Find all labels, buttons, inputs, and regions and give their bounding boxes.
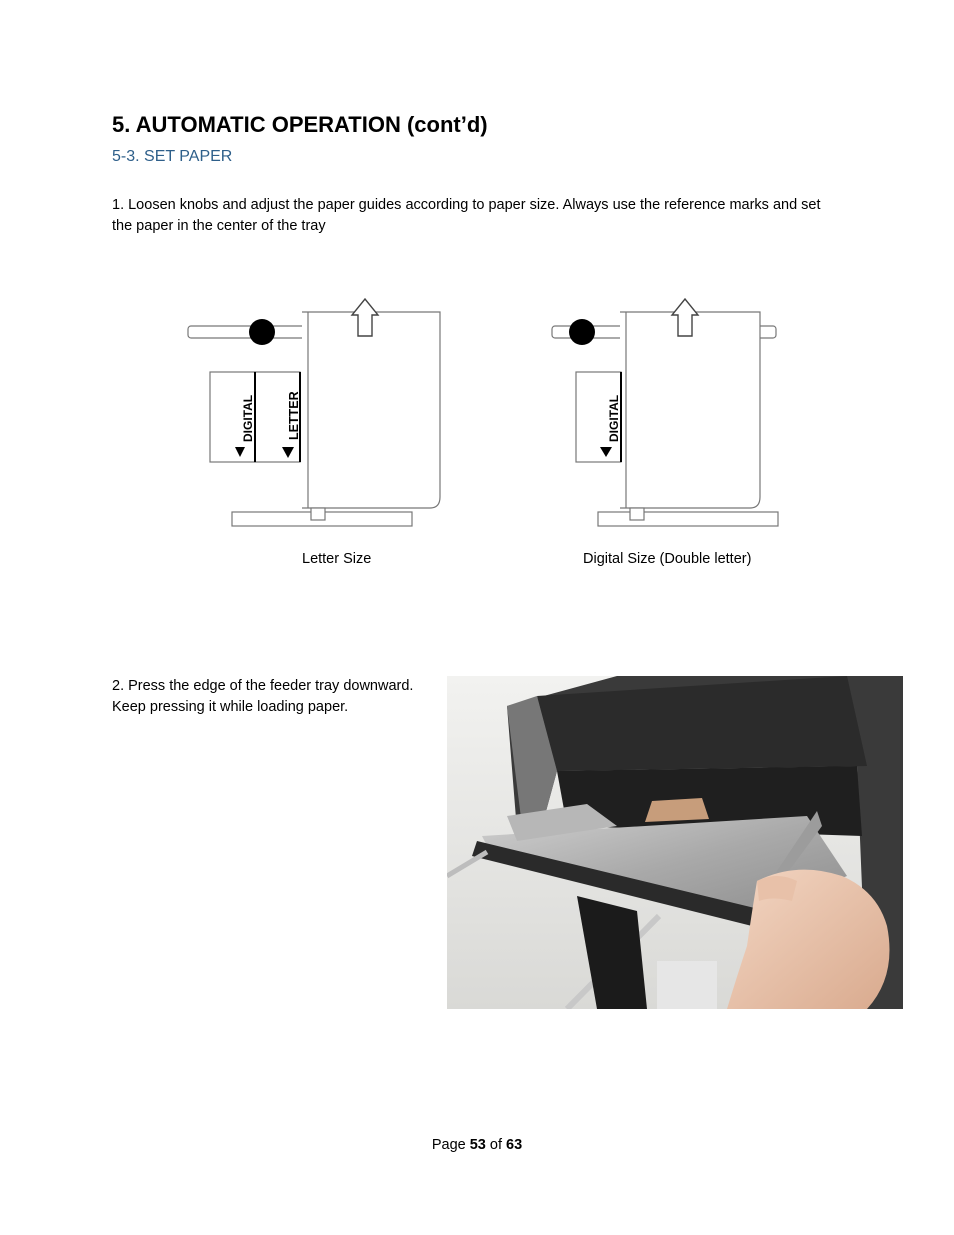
- step-1-text: 1. Loosen knobs and adjust the paper guides according to paper size. Always use the reference marks and set the paper in the center of the tray: [112, 197, 821, 234]
- digital-size-caption: Digital Size (Double letter): [583, 551, 752, 567]
- section-title: 5. AUTOMATIC OPERATION (cont’d): [112, 112, 488, 137]
- letter-size-diagram: [180, 292, 450, 532]
- digital-label: DIGITAL: [607, 394, 621, 442]
- letter-size-caption: Letter Size: [302, 551, 372, 567]
- step-2-text: 2. Press the edge of the feeder tray downward. Keep pressing it while loading paper.: [112, 678, 414, 715]
- feeder-tray-photo: [447, 676, 903, 1009]
- page-footer: [0, 1137, 954, 1153]
- letter-label: LETTER: [287, 391, 301, 440]
- total-pages-number: 63: [506, 1137, 523, 1153]
- page-separator: of: [489, 1137, 502, 1153]
- digital-size-diagram: [548, 292, 788, 532]
- section-subtitle: 5-3. SET PAPER: [112, 148, 233, 165]
- digital-label: DIGITAL: [241, 394, 255, 442]
- current-page-number: 53: [469, 1137, 486, 1153]
- page-prefix: Page: [431, 1137, 466, 1153]
